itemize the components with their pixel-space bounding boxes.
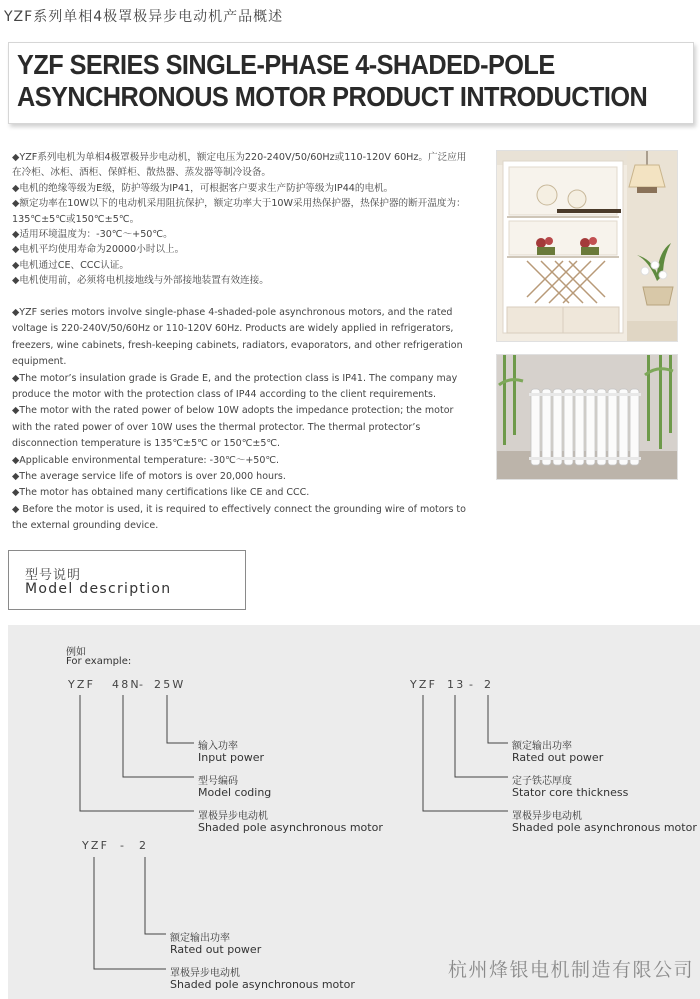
model-description-title-cn: 型号说明 <box>25 568 82 583</box>
ex2-motor-type-cn: 罩极异步电动机 <box>512 811 582 822</box>
ex2-code-2: 2 <box>484 678 494 691</box>
model-description-header <box>8 550 246 610</box>
hero-title-box <box>8 42 694 124</box>
intro-cn-item: ◆电机通过CE、CCC认证。 <box>12 259 129 271</box>
ex3-motor-type-en: Shaded pole asynchronous motor <box>170 978 355 991</box>
intro-cn-item: ◆电机使用前，必须将电机接地线与外部接地装置有效连接。 <box>12 275 269 287</box>
ex2-code-yzf: YZF <box>410 678 438 691</box>
ex2-motor-type-en: Shaded pole asynchronous motor <box>512 821 697 834</box>
intro-cn-item: ◆电机平均使用寿命为20000小时以上。 <box>12 244 185 256</box>
ex2-stator-thickness-en: Stator core thickness <box>512 786 629 799</box>
model-code-diagram <box>8 625 700 999</box>
ex1-code-48n: 48N <box>112 678 141 691</box>
intro-en-item: ◆The motor with the rated power of below 10W adopts the impedance protection; the motor with the rated power of over 10W uses the thermal protector. The thermal protector’s disconnection temperature is 135℃±5℃ or 150℃±5℃. <box>12 405 454 450</box>
intro-en-item: ◆The motor’s insulation grade is Grade E, and the protection class is IP41. The company may produce the motor with the protection class of IP44 according to the client requirements. <box>12 372 458 401</box>
hero-title-line-2: ASYNCHRONOUS MOTOR PRODUCT INTRODUCTION <box>17 81 648 112</box>
ex1-code-dash: - <box>139 678 146 691</box>
intro-en-item: ◆The average service life of motors is over 20,000 hours. <box>12 471 286 483</box>
intro-chinese <box>12 150 474 289</box>
intro-en-item: ◆ Before the motor is used, it is required to effectively connect the grounding wire of motors to the external grounding device. <box>12 503 466 532</box>
intro-cn-item: ◆YZF系列电机为单相4极罩极异步电动机，额定电压为220-240V/50/60Hz或110-120V 60Hz。广泛应用在冷柜、冰柜、酒柜、保鲜柜、散热器、蒸发器等制冷设备。 <box>12 152 467 179</box>
ex1-motor-type-en: Shaded pole asynchronous motor <box>198 821 383 834</box>
page-top-title: YZF系列单相4极罩极异步电动机产品概述 <box>4 9 284 25</box>
ex3-code-dash: - <box>120 839 127 852</box>
hero-title-line-1: YZF SERIES SINGLE-PHASE 4-SHADED-POLE <box>17 49 555 80</box>
example-label-cn: 例如 <box>66 647 86 658</box>
intro-cn-item: ◆电机的绝缘等级为E级，防护等级为IP41，可根据客户要求生产防护等级为IP44的电机。 <box>12 182 394 194</box>
ex2-rated-power-en: Rated out power <box>512 751 604 764</box>
radiator-photo <box>496 354 678 480</box>
ex2-stator-thickness-cn: 定子铁芯厚度 <box>512 776 572 787</box>
ex1-input-power-cn: 输入功率 <box>198 741 238 752</box>
ex1-code-25w: 25W <box>154 678 186 691</box>
intro-cn-item: ◆额定功率在10W以下的电动机采用阻抗保护，额定功率大于10W采用热保护器，热保护器的断开温度为：135℃±5℃或150℃±5℃。 <box>12 198 466 225</box>
intro-en-item: ◆Applicable environmental temperature: -30℃～+50℃. <box>12 454 280 466</box>
ex2-code-dash: - <box>469 678 476 691</box>
example-label-en: For example: <box>66 656 132 667</box>
ex3-rated-power-cn: 额定输出功率 <box>170 933 230 944</box>
ex3-rated-power-en: Rated out power <box>170 943 262 956</box>
ex1-code-yzf: YZF <box>68 678 96 691</box>
ex2-code-13: 13 <box>447 678 466 691</box>
ex1-input-power-en: Input power <box>198 751 264 764</box>
ex3-code-2: 2 <box>139 839 149 852</box>
ex3-code-yzf: YZF <box>82 839 110 852</box>
ex1-model-coding-cn: 型号编码 <box>198 776 238 787</box>
intro-english <box>12 305 474 535</box>
ex2-rated-power-cn: 额定输出功率 <box>512 741 572 752</box>
model-description-title-en: Model description <box>25 581 172 597</box>
ex1-motor-type-cn: 罩极异步电动机 <box>198 811 268 822</box>
intro-en-item: ◆The motor has obtained many certifications like CE and CCC. <box>12 487 310 499</box>
company-name: 杭州烽银电机制造有限公司 <box>447 959 694 981</box>
intro-cn-item: ◆适用环境温度为：-30℃～+50℃。 <box>12 229 173 241</box>
intro-en-item: ◆YZF series motors involve single-phase 4-shaded-pole asynchronous motors, and the rated voltage is 220-240V/50/60Hz or 110-120V 60Hz. Products are widely applied in refrigerators, freezers, wine cabinets, fresh-keeping cabinets, radiators, evaporators, and other refrigeration equipment. <box>12 307 463 368</box>
ex3-motor-type-cn: 罩极异步电动机 <box>170 968 240 979</box>
ex1-model-coding-en: Model coding <box>198 786 272 799</box>
wine-cabinet-photo <box>496 150 678 342</box>
